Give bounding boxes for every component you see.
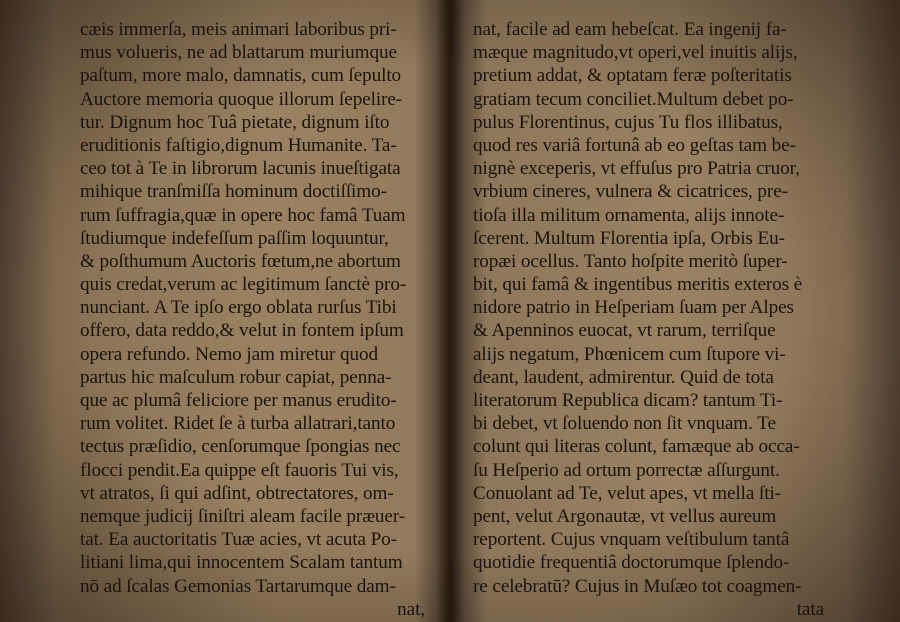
text-line: partus hic maſculum robur capiat, penna-	[80, 366, 392, 388]
text-line: nidore patrio in Heſperiam ſuam per Alpes	[473, 297, 794, 319]
text-line: nō ad ſcalas Gemonias Tartarumque dam-	[80, 575, 396, 597]
text-line: bi debet, vt ſoluendo non ſit vnquam. Te	[473, 413, 776, 435]
text-line: eruditionis faſtigio,dignum Humanite. Ta-	[80, 134, 397, 156]
text-line: paſtum, more malo, damnatis, cum ſepulto	[80, 65, 402, 87]
text-line: ſcerent. Multum Florentia ipſa, Orbis Eu-	[473, 227, 785, 249]
text-line: ropæi ocellus. Tanto hoſpite meritò ſuper-	[473, 250, 788, 272]
text-line: que ac plumâ feliciore per manus erudito-	[80, 390, 397, 411]
left-page-text	[80, 18, 433, 598]
text-line: tioſa illa militum ornamenta, alijs innote-	[473, 204, 785, 226]
text-line: opera refundo. Nemo jam miretur quod	[80, 343, 378, 365]
left-page	[0, 0, 445, 622]
text-line: pulus Florentinus, cujus Tu flos illibatus,	[473, 111, 783, 133]
right-page-text	[473, 18, 840, 598]
text-line: tur. Dignum hoc Tuâ pietate, dignum iſto	[80, 111, 390, 133]
text-line: deant, laudent, admirentur. Quid de tota	[473, 366, 774, 388]
text-line: flocci pendit.Ea quippe eſt fauoris Tui vis,	[80, 459, 399, 481]
text-line: & Apenninos euocat, vt rarum, terriſque	[473, 320, 776, 342]
text-line: bit, qui famâ & ingentibus meritis exteros è	[473, 274, 803, 296]
right-catchword: tata	[796, 598, 824, 620]
text-line: tat. Ea auctoritatis Tuæ acies, vt acuta Po-	[80, 529, 397, 551]
text-line: tectus præſidio, cenſorumque ſpongias nec	[80, 436, 401, 458]
text-line: ceo tot à Te in librorum lacunis inueſtigata	[80, 158, 401, 180]
text-line: nemque judicij ſiniſtri aleam facile præuer-	[80, 505, 406, 527]
text-line: & poſthumum Auctoris fœtum,ne abortum	[80, 250, 401, 272]
text-line: vt atratos, ſi qui adſint, obtrectatores, om-	[80, 482, 394, 504]
text-line: rum ſuffragia,quæ in opere hoc famâ Tuam	[80, 204, 406, 226]
text-line: ſu Heſperio ad ortum porrectæ aſſurgunt.	[473, 459, 780, 481]
text-line: nunciant. A Te ipſo ergo oblata rurſus Tibi	[80, 297, 397, 319]
text-line: quis credat,verum ac legitimum ſanctè pro-	[80, 274, 407, 296]
text-line: cæis immerſa, meis animari laboribus pri-	[80, 19, 397, 40]
text-line: Conuolant ad Te, velut apes, vt mella ſti-	[473, 482, 781, 504]
left-catchword: nat,	[397, 598, 425, 620]
text-line: mus volueris, ne ad blattarum muriumque	[80, 42, 397, 64]
text-line: quod res variâ fortunâ ab eo geſtas tam be-	[473, 134, 796, 156]
text-line: Auctore memoria quoque illorum ſepelire-	[80, 88, 403, 110]
right-page	[455, 0, 900, 622]
text-line: rum volitet. Ridet ſe à turba allatrari,tanto	[80, 413, 396, 435]
text-line: nat, facile ad eam hebeſcat. Ea ingenij fa-	[473, 19, 787, 40]
text-line: nignè exceperis, vt effuſus pro Patria cruor,	[473, 158, 800, 180]
text-line: alijs negatum, Phœnicem cum ſtupore vi-	[473, 343, 786, 365]
text-line: ſtudiumque indefeſſum paſſim loquuntur,	[80, 227, 389, 249]
text-line: offero, data reddo,& velut in fontem ipſum	[80, 320, 404, 342]
text-line: literatorum Republica dicam? tantum Ti-	[473, 390, 783, 411]
text-line: gratiam tecum conciliet.Multum debet po-	[473, 88, 794, 110]
text-line: vrbium cineres, vulnera & cicatrices, pre-	[473, 181, 788, 203]
text-line: reportent. Cujus vnquam veſtibulum tantâ	[473, 529, 790, 551]
text-line: re celebratū? Cujus in Muſæo tot coagmen-	[473, 575, 802, 597]
text-line: colunt qui literas colunt, famæque ab occa-	[473, 436, 800, 458]
text-line: mihique tranſmiſſa hominum doctiſſimo-	[80, 181, 387, 203]
text-line: pretium addat, & optatam feræ poſteritatis	[473, 65, 792, 87]
text-line: quotidie frequentiâ doctorumque ſplendo-	[473, 552, 790, 574]
text-line: mæque magnitudo,vt operi,vel inuitis alijs,	[473, 42, 798, 64]
text-line: litiani lima,qui innocentem Scalam tantum	[80, 552, 403, 574]
text-line: pent, velut Argonautæ, vt vellus aureum	[473, 505, 777, 527]
